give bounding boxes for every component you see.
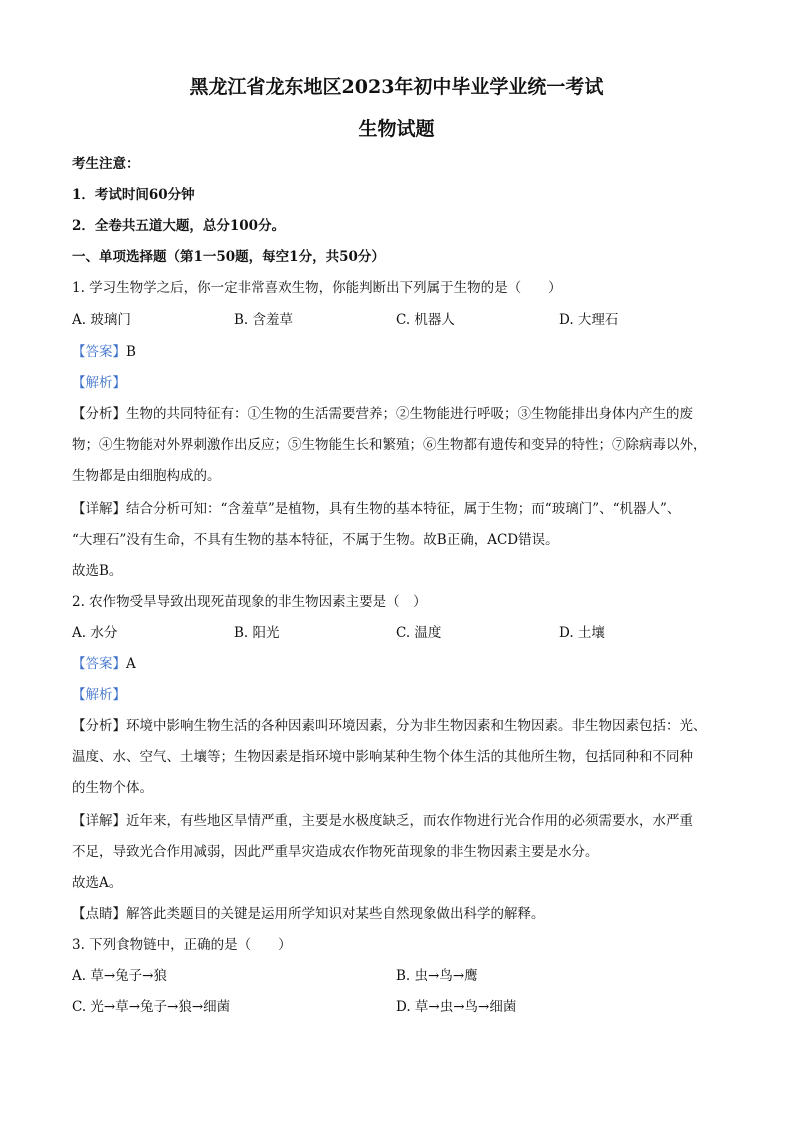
q1-option-c: C. 机器人	[396, 312, 455, 328]
q1-answer-value: B	[126, 344, 136, 360]
fenxi-tag: 【分析】	[72, 406, 126, 422]
q1-fenxi-line-1	[72, 402, 722, 422]
q1-analysis-tag: 【解析】	[72, 375, 126, 391]
notice-item-time: 1．考试时间60分钟	[72, 187, 195, 203]
q2-option-a: A. 水分	[72, 625, 118, 641]
q2-dianjing	[72, 902, 722, 922]
q2-analysis-tag: 【解析】	[72, 687, 126, 703]
q1-option-a: A. 玻璃门	[72, 312, 131, 328]
q2-answer	[72, 652, 722, 672]
q1-xiangjie-line-2: “大理石”没有生命，不具有生物的基本特征，不属于生物。故B正确，ACD错误。	[72, 532, 559, 548]
q2-fenxi-text-1: 环境中影响生物生活的各种因素叫环境因素，分为非生物因素和生物因素。非生物因素包括：光、	[126, 718, 707, 734]
q2-fenxi-line-1	[72, 714, 722, 734]
q1-conclusion: 故选B。	[72, 563, 123, 579]
q2-option-d: D. 土壤	[559, 625, 605, 641]
answer-tag: 【答案】	[72, 344, 126, 360]
q2-xiangjie-line-2: 不足，导致光合作用减弱，因此严重旱灾造成农作物死苗现象的非生物因素主要是水分。	[72, 844, 599, 860]
notice-heading: 考生注意：	[72, 156, 140, 172]
fenxi-tag: 【分析】	[72, 718, 126, 734]
q1-answer	[72, 340, 722, 360]
answer-tag: 【答案】	[72, 656, 126, 672]
q2-xiangjie-text-1: 近年来，有些地区旱情严重，主要是水极度缺乏，而农作物进行光合作用的必须需要水，水严重	[126, 813, 693, 829]
q2-option-b: B. 阳光	[234, 625, 280, 641]
q2-fenxi-line-3: 的生物个体。	[72, 780, 153, 796]
q3-option-a: A. 草→兔子→狼	[72, 968, 167, 984]
q2-stem: 2. 农作物受旱导致出现死苗现象的非生物因素主要是（ ）	[72, 594, 427, 610]
q1-option-d: D. 大理石	[559, 312, 619, 328]
q2-option-c: C. 温度	[396, 625, 442, 641]
q1-xiangjie-line-1	[72, 497, 722, 517]
q1-fenxi-line-3: 生物都是由细胞构成的。	[72, 468, 221, 484]
q2-dianjing-text: 解答此类题目的关键是运用所学知识对某些自然现象做出科学的解释。	[126, 906, 545, 922]
q1-xiangjie-text-1: 结合分析可知：“含羞草”是植物，具有生物的基本特征，属于生物；而“玻璃门”、“机器人”、	[126, 501, 681, 517]
q1-fenxi-line-2: 物；④生物能对外界刺激作出反应；⑤生物能生长和繁殖；⑥生物都有遗传和变异的特性；⑦除病毒以外，	[72, 437, 707, 453]
xiangjie-tag: 【详解】	[72, 501, 126, 517]
q3-stem: 3. 下列食物链中，正确的是（ ）	[72, 937, 292, 953]
q3-option-c: C. 光→草→兔子→狼→细菌	[72, 999, 231, 1015]
notice-item-total: 2．全卷共五道大题，总分100分。	[72, 218, 286, 234]
exam-subtitle: 生物试题	[358, 118, 435, 140]
q2-fenxi-line-2: 温度、水、空气、土壤等；生物因素是指环境中影响某种生物个体生活的其他所生物，包括同种和不同种	[72, 749, 693, 765]
xiangjie-tag: 【详解】	[72, 813, 126, 829]
section-heading: 一、单项选择题（第1一50题，每空1分，共50分）	[72, 249, 385, 265]
q3-option-d: D. 草→虫→鸟→细菌	[396, 999, 517, 1015]
q3-option-b: B. 虫→鸟→鹰	[396, 968, 478, 984]
q2-xiangjie-line-1	[72, 809, 722, 829]
q1-fenxi-text-1: 生物的共同特征有：①生物的生活需要营养；②生物能进行呼吸；③生物能排出身体内产生的废	[126, 406, 693, 422]
exam-title: 黑龙江省龙东地区2023年初中毕业学业统一考试	[189, 76, 604, 98]
q1-stem: 1. 学习生物学之后，你一定非常喜欢生物，你能判断出下列属于生物的是（ ）	[72, 280, 562, 296]
q1-option-b: B. 含羞草	[234, 312, 294, 328]
q2-conclusion: 故选A。	[72, 875, 123, 891]
q2-answer-value: A	[126, 656, 136, 672]
dianjing-tag: 【点睛】	[72, 906, 126, 922]
